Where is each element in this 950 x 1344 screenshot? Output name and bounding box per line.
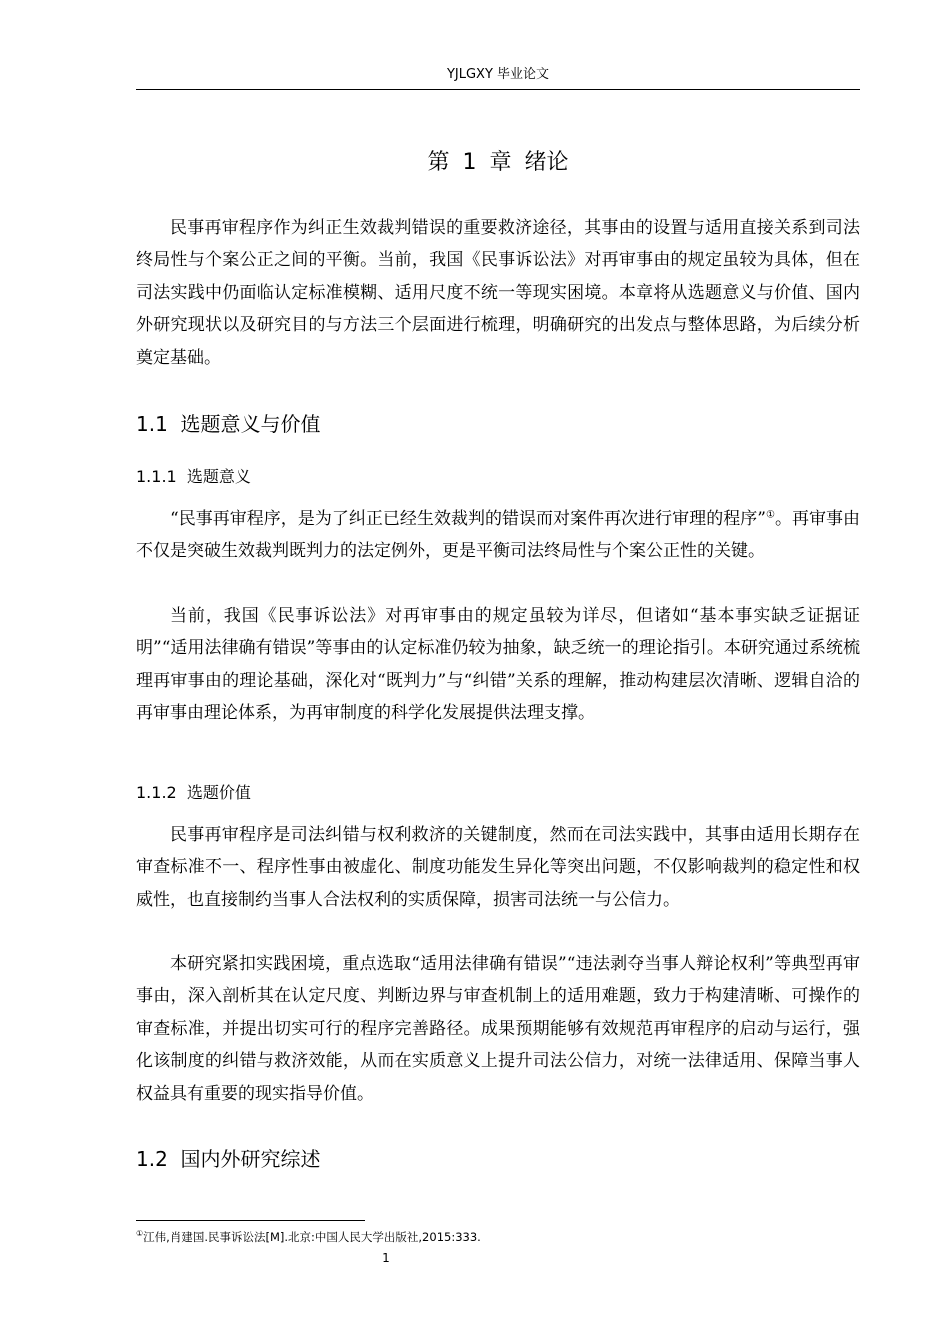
footnote-text: 江伟,肖建国.民事诉讼法[M].北京:中国人民大学出版社,2015:333.	[143, 1230, 481, 1244]
running-header: YJLGXY 毕业论文	[446, 67, 550, 82]
page-number: 1	[382, 1251, 390, 1265]
body-paragraph: 本研究紧扣实践困境，重点选取“适用法律确有错误”“违法剥夺当事人辩论权利”等典型再审事由，深入剖析其在认定尺度、判断边界与审查机制上的适用难题，致力于构建清晰、可操作的审查标准，并提出切实可行的程序完善路径。成果预期能够有效规范再审程序的启动与运行，强化该制度的纠错与救济效能，从而在实质意义上提升司法公信力，对统一法律适用、保障当事人权益具有重要的现实指导价值。	[136, 954, 860, 1104]
section-number: 1.1.2	[136, 783, 177, 802]
footnote-reference[interactable]: ①	[765, 509, 775, 521]
chapter-intro-paragraph: 民事再审程序作为纠正生效裁判错误的重要救济途径，其事由的设置与适用直接关系到司法终局性与个案公正之间的平衡。当前，我国《民事诉讼法》对再审事由的规定虽较为具体，但在司法实践中仍面临认定标准模糊、适用尺度不统一等现实困境。本章将从选题意义与价值、国内外研究现状以及研究目的与方法三个层面进行梳理，明确研究的出发点与整体思路，为后续分析奠定基础。	[136, 218, 860, 368]
chapter-title: 第 1 章 绪论	[427, 150, 569, 175]
section-title: 选题意义与价值	[180, 412, 321, 436]
section-heading-1-1	[136, 410, 321, 438]
section-number: 1.1.1	[136, 467, 177, 486]
section-title: 选题意义	[186, 467, 251, 486]
footnote	[136, 1229, 481, 1245]
section-title: 国内外研究综述	[180, 1147, 321, 1171]
section-title: 选题价值	[186, 783, 251, 802]
body-paragraph: 当前，我国《民事诉讼法》对再审事由的规定虽较为详尽，但诸如“基本事实缺乏证据证明”“适用法律确有错误”等事由的认定标准仍较为抽象，缺乏统一的理论指引。本研究通过系统梳理再审事由的理论基础，深化对“既判力”与“纠错”关系的理解，推动构建层次清晰、逻辑自洽的再审事由理论体系，为再审制度的科学化发展提供法理支撑。	[136, 606, 860, 724]
quote-text: “民事再审程序，是为了纠正已经生效裁判的错误而对案件再次进行审理的程序”	[170, 509, 766, 529]
header-rule	[136, 89, 860, 90]
paragraph-text: 。再审事由不仅是突破生效裁判既判力的法定例外，更是平衡司法终局性与个案公正性的关键。	[136, 509, 860, 562]
section-heading-1-1-1	[136, 466, 251, 488]
footnote-separator	[136, 1220, 365, 1221]
section-number: 1.1	[136, 412, 168, 436]
section-number: 1.2	[136, 1147, 168, 1171]
footnote-marker: ①	[136, 1229, 144, 1239]
section-heading-1-2	[136, 1145, 321, 1173]
body-paragraph	[136, 503, 860, 568]
section-heading-1-1-2	[136, 782, 251, 804]
body-paragraph: 民事再审程序是司法纠错与权利救济的关键制度，然而在司法实践中，其事由适用长期存在审查标准不一、程序性事由被虚化、制度功能发生异化等突出问题，不仅影响裁判的稳定性和权威性，也直接制约当事人合法权利的实质保障，损害司法统一与公信力。	[136, 825, 860, 910]
